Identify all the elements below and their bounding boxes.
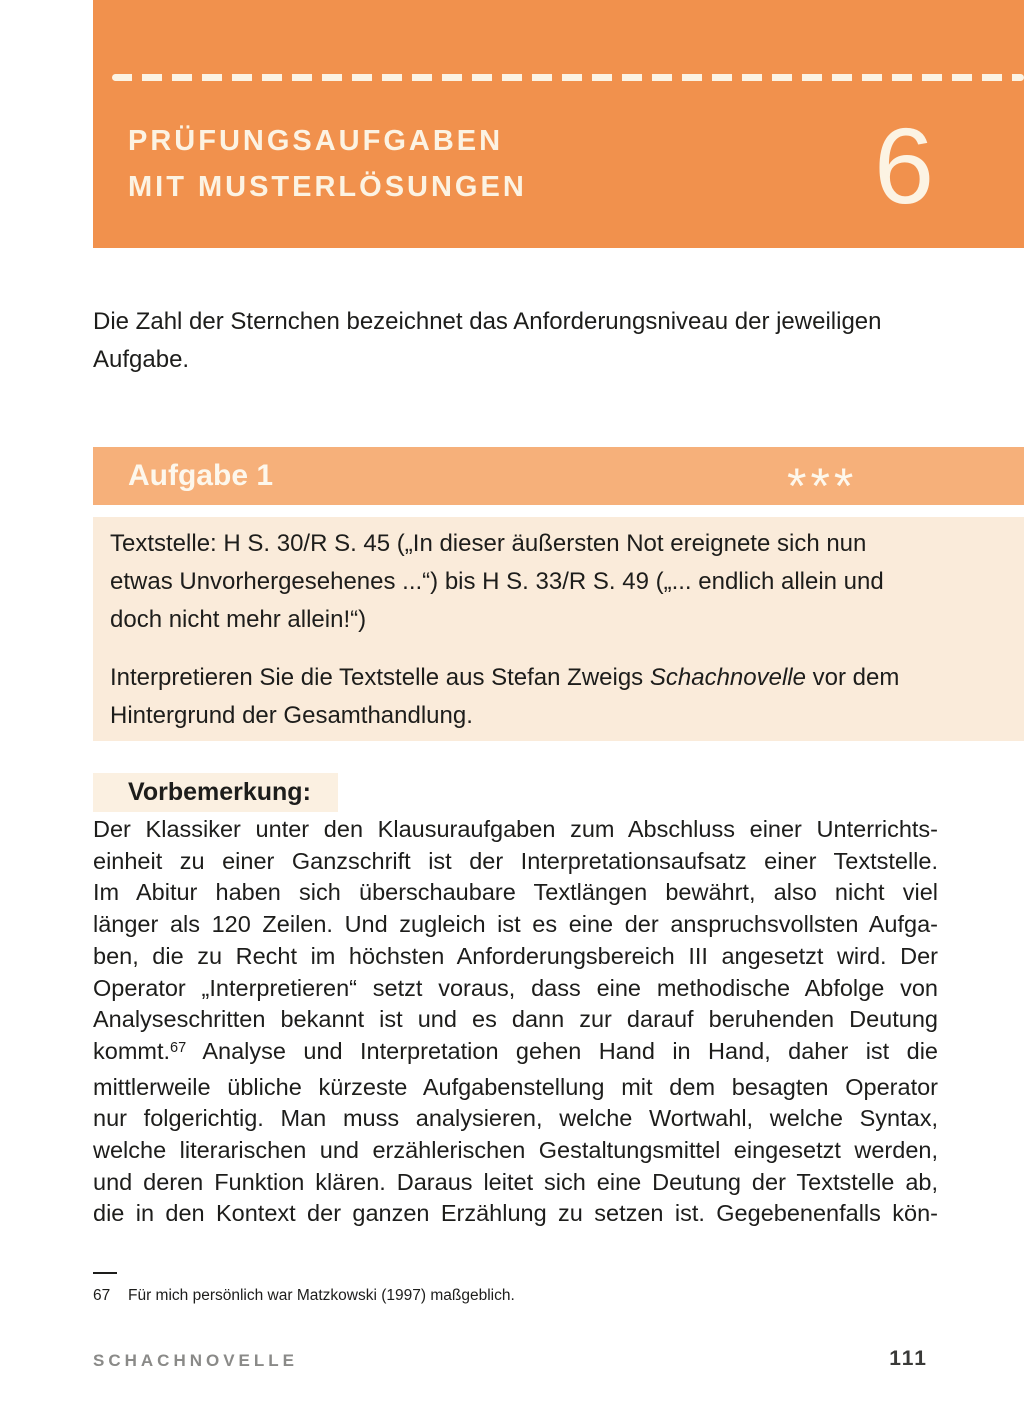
text-line: Textstelle: H S. 30/R S. 45 („In dieser äußersten Not ereignete sich nun (110, 530, 867, 557)
text-line: nur folgerichtig. Man muss analysieren, welche Wortwahl, welche Syntax, (93, 1105, 938, 1132)
text-line: welche literarischen und erzählerischen Gestaltungsmittel eingesetzt werden, (93, 1137, 938, 1164)
footnote-divider (93, 1272, 117, 1274)
dashed-divider-line (112, 74, 1024, 81)
chapter-title (128, 118, 527, 210)
chapter-title-line2: MIT MUSTERLÖSUNGEN (128, 171, 527, 203)
task-title: Aufgabe 1 (128, 459, 274, 492)
text-line: kommt.$^{67}$ Analyse und Interpretation gehen Hand in Hand, daher ist die (93, 1037, 938, 1064)
text-line: Der Klassiker unter den Klausuraufgaben zum Abschluss einer Unterrichts- (93, 816, 938, 842)
section-heading: Vorbemerkung: (128, 778, 311, 806)
task-instruction (110, 659, 1004, 735)
text-line: Im Abitur haben sich überschaubare Textlängen bewährt, also nicht viel (93, 879, 938, 906)
text-line: mittlerweile übliche kürzeste Aufgabenstellung mit dem besagten Operator (93, 1073, 938, 1100)
text-line: Aufgabe. (93, 346, 190, 373)
text-line: Interpretieren Sie die Textstelle aus Stefan Zweigs Schachnovelle vor dem (110, 664, 900, 691)
footnote-text: Für mich persönlich war Matzkowski (1997) maßgeblich. (128, 1287, 515, 1304)
text-line: Hintergrund der Gesamthandlung. (110, 702, 473, 729)
body-paragraph (93, 814, 938, 1230)
task-passage-reference (110, 525, 1004, 639)
text-line: doch nicht mehr allein!“) (110, 606, 367, 633)
text-line: länger als 120 Zeilen. Und zugleich ist es eine der anspruchsvollsten Aufga- (93, 911, 938, 938)
text-line: etwas Unvorhergesehenes ...“) bis H S. 33/R S. 49 („... endlich allein und (110, 568, 884, 595)
text-line: Operator „Interpretieren“ setzt voraus, dass eine methodische Abfolge von (93, 974, 938, 1001)
task-text-box (93, 517, 1024, 741)
section-heading-highlight (93, 773, 338, 812)
text-line: Die Zahl der Sternchen bezeichnet das Anforderungsniveau der jeweiligen (93, 308, 882, 335)
chapter-title-line1: PRÜFUNGSAUFGABEN (128, 125, 504, 157)
footnote (93, 1286, 938, 1306)
footer-page-number: 111 (889, 1347, 928, 1370)
text-line: die in den Kontext der ganzen Erzählung zu setzen ist. Gegebenenfalls kön- (93, 1200, 938, 1227)
text-line: und deren Funktion klären. Daraus leitet sich eine Deutung der Textstelle ab, (93, 1168, 938, 1195)
text-line: ben, die zu Recht im höchsten Anforderungsbereich III angesetzt wird. Der (93, 942, 938, 969)
text-line: einheit zu einer Ganzschrift ist der Interpretationsaufsatz einer Textstelle. (93, 847, 938, 874)
intro-paragraph (93, 303, 938, 379)
chapter-header (93, 0, 1024, 248)
footer-book-title: SCHACHNOVELLE (93, 1351, 299, 1370)
task-header-bar (93, 447, 1024, 514)
text-line: Analyseschritten bekannt ist und es dann zur darauf beruhenden Deutung (93, 1006, 938, 1033)
difficulty-stars-icon: *** (787, 458, 858, 514)
footnote-number: 67 (93, 1287, 111, 1304)
chapter-number: 6 (874, 105, 935, 226)
